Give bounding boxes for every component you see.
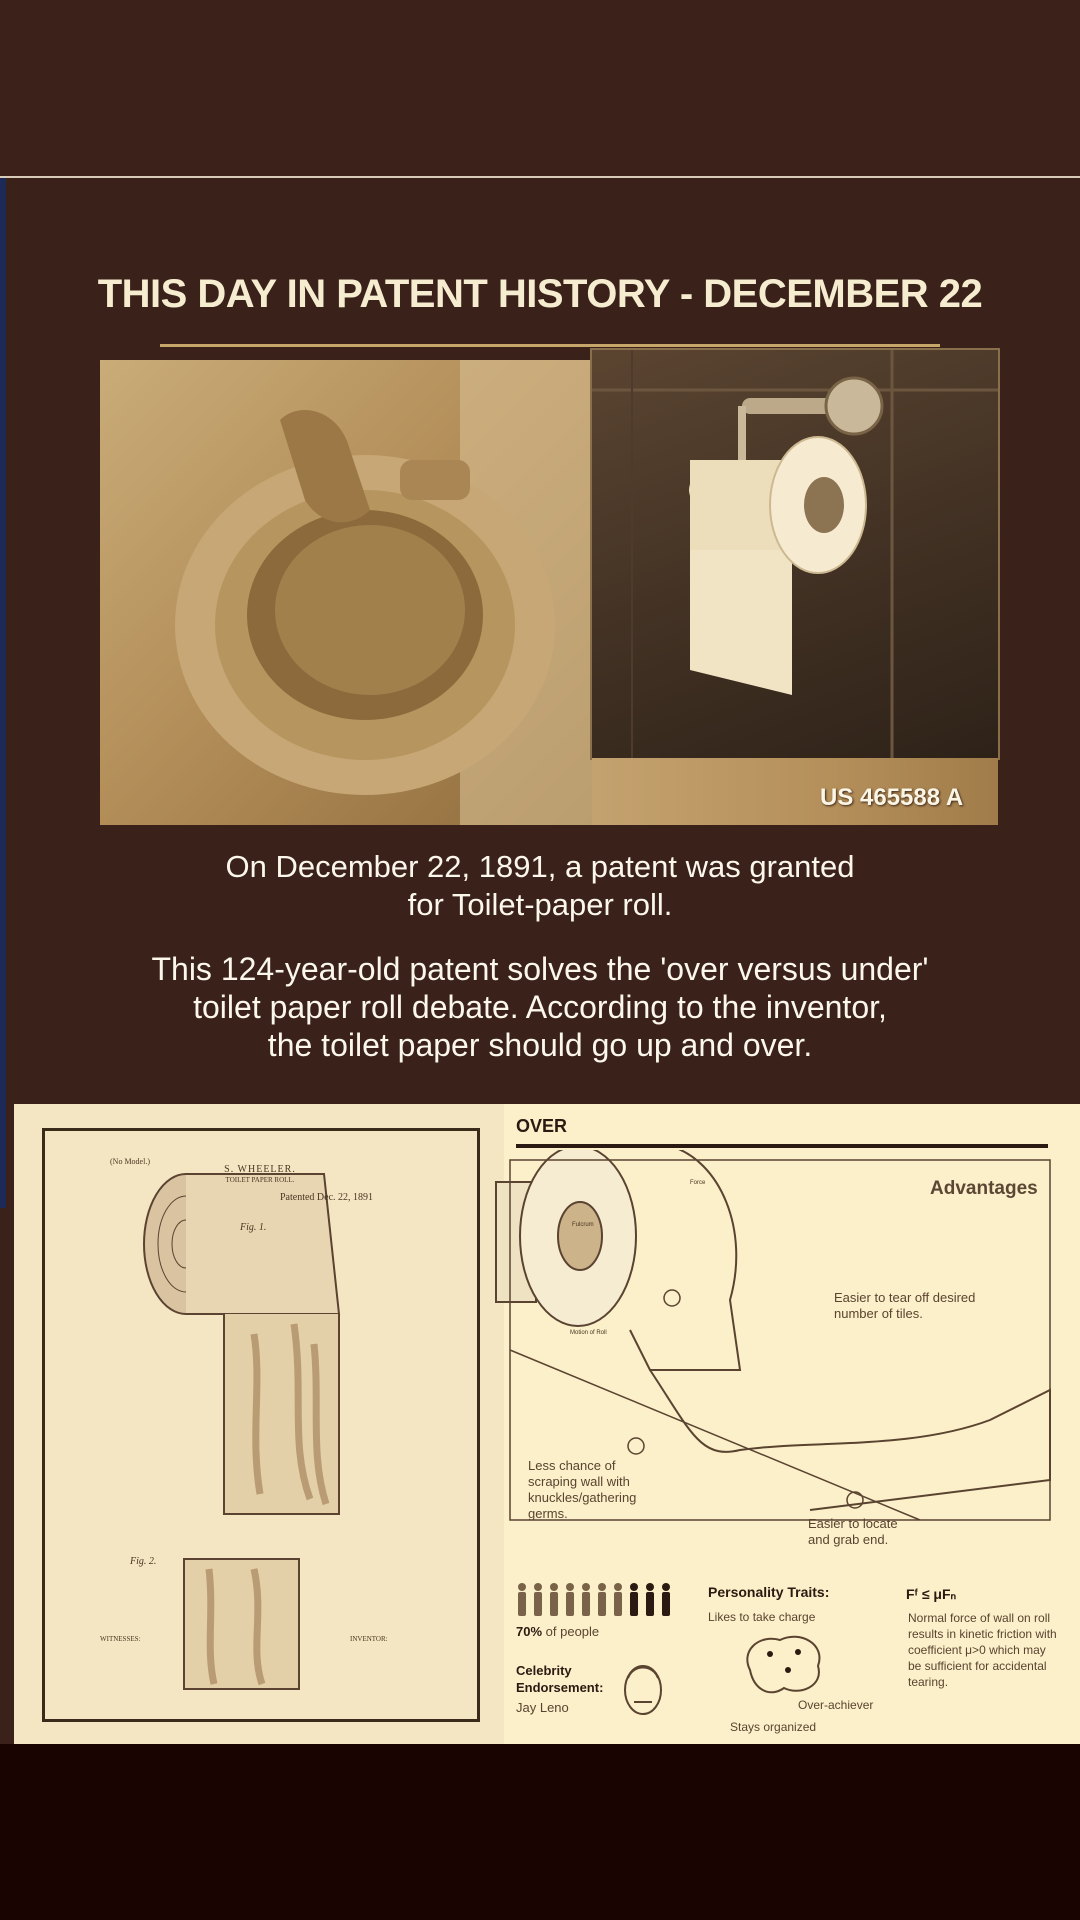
patent-inventor-name: S. WHEELER. — [224, 1164, 296, 1175]
people-percent — [516, 1624, 599, 1639]
friction-formula: Fᶠ ≤ μFₙ — [906, 1586, 957, 1602]
over-heading: OVER — [516, 1116, 568, 1136]
advantages-heading: Advantages — [930, 1178, 1038, 1199]
intro-line-2: for Toilet-paper roll. — [407, 887, 673, 922]
advantage-1: Easier to tear off desired number of tiles. — [834, 1290, 976, 1321]
patent-fig-1: Fig. 1. — [240, 1222, 267, 1233]
body-line-1: This 124-year-old patent solves the 'over versus under' — [151, 951, 929, 987]
people-percent-value: 70% — [516, 1624, 543, 1639]
patent-no-model: (No Model.) — [110, 1157, 150, 1166]
trait-take-charge: Likes to take charge — [708, 1610, 816, 1624]
title-divider — [160, 344, 940, 347]
photo-roll-holder — [592, 350, 998, 758]
friction-note: Normal force of wall on roll results in kinetic friction with coefficient μ>0 which may be sufficient for accidental tearing. — [908, 1611, 1057, 1689]
body-line-2: toilet paper roll debate. According to the inventor, — [193, 989, 887, 1025]
body-line-3: the toilet paper should go up and over. — [267, 1027, 813, 1063]
personality-title: Personality Traits: — [708, 1584, 830, 1600]
patent-witnesses: WITNESSES: — [100, 1635, 141, 1643]
advantage-2: Less chance of scraping wall with knuckles/gathering germs. — [528, 1458, 637, 1521]
bottom-band — [0, 1744, 1080, 1920]
intro-line-1: On December 22, 1891, a patent was granted — [225, 849, 855, 884]
patent-number: US 465588 A — [820, 784, 964, 811]
patent-fig-2: Fig. 2. — [130, 1556, 157, 1567]
motion-label: Motion of Roll — [570, 1330, 607, 1336]
roll-closeup-illustration — [100, 360, 600, 825]
celebrity-label: Celebrity Endorsement: — [516, 1663, 604, 1695]
patent-inventor-label: INVENTOR: — [350, 1635, 388, 1643]
photo-roll-closeup — [100, 360, 600, 825]
roll-diagram — [490, 1150, 1080, 1590]
over-divider — [516, 1144, 1048, 1148]
trait-over-achiever: Over-achiever — [798, 1698, 874, 1712]
patent-subject: TOILET PAPER ROLL. — [225, 1176, 295, 1184]
top-band — [0, 0, 1080, 176]
body-paragraph — [0, 950, 1080, 1064]
celebrity-name: Jay Leno — [516, 1700, 569, 1715]
celebrity-portrait-icon — [618, 1660, 668, 1722]
advantage-3: Easier to locate and grab end. — [808, 1516, 898, 1547]
roll-holder-illustration — [592, 350, 998, 758]
force-label: Force — [690, 1180, 706, 1186]
page-title: THIS DAY IN PATENT HISTORY - DECEMBER 22 — [97, 272, 983, 316]
brain-icon — [740, 1630, 830, 1700]
trait-stays-organized: Stays organized — [730, 1720, 817, 1734]
people-percent-text: of people — [545, 1624, 600, 1639]
intro-paragraph — [0, 848, 1080, 924]
patent-frame — [42, 1128, 480, 1722]
patent-date: Patented Dec. 22, 1891 — [280, 1192, 374, 1203]
people-icons — [516, 1582, 682, 1618]
fulcrum-label: Fulcrum — [572, 1222, 594, 1228]
